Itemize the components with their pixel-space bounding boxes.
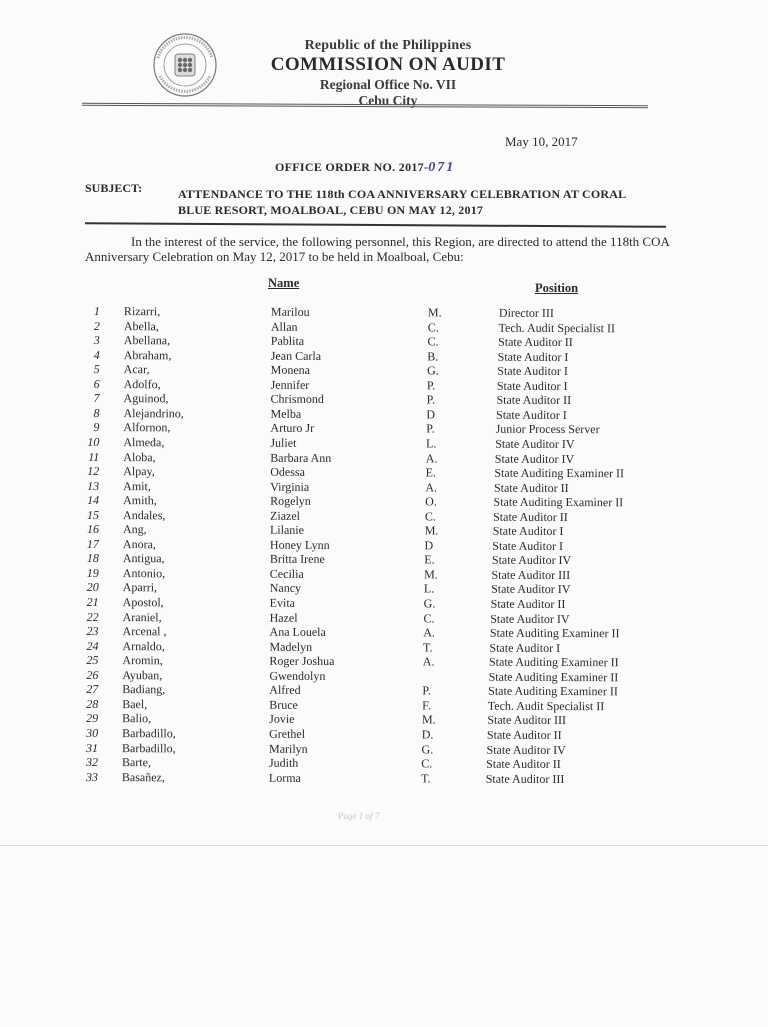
first-name: Lorma: [268, 770, 301, 785]
row-number: 2: [93, 318, 100, 333]
first-name: Britta Irene: [269, 552, 325, 567]
position: State Auditor I: [497, 363, 568, 379]
middle-initial: C.: [421, 756, 433, 771]
surname: Basañez,: [121, 769, 165, 784]
first-name: Arturo Jr: [270, 421, 315, 436]
surname: Rizarri,: [123, 304, 161, 319]
middle-initial: C.: [424, 509, 436, 524]
first-name: Jean Carla: [270, 348, 322, 363]
middle-initial: L.: [425, 436, 437, 451]
position: State Auditor IV: [491, 582, 571, 597]
middle-initial: P.: [422, 683, 431, 698]
first-name: Odessa: [270, 464, 305, 479]
first-name: Hazel: [269, 610, 298, 625]
middle-initial: C.: [427, 334, 439, 349]
row-number: 7: [93, 391, 100, 406]
surname: Badiang,: [122, 682, 166, 697]
position: State Auditor I: [489, 640, 561, 655]
first-name: Juliet: [270, 435, 297, 450]
position: Junior Process Server: [495, 422, 600, 437]
surname: Amith,: [123, 493, 157, 508]
page-bottom-edge: [0, 845, 768, 846]
surname: Barbadillo,: [122, 726, 176, 741]
middle-initial: D: [426, 407, 436, 422]
first-name: Jennifer: [270, 377, 310, 392]
first-name: Evita: [269, 595, 296, 610]
column-header-position: Position: [535, 281, 579, 295]
first-name: Grethel: [269, 726, 306, 741]
middle-initial: A.: [423, 625, 435, 640]
position: State Auditing Examiner II: [489, 625, 620, 641]
surname: Alejandrino,: [123, 405, 184, 421]
row-number: 11: [88, 449, 100, 464]
surname: Apostol,: [122, 595, 164, 610]
intro-paragraph: In the interest of the service, the following personnel, this Region, are directed to attend the 118th COA Anniversary Celebration on May 12, 2017 to be held in Moalboal, Cebu:: [85, 234, 670, 264]
middle-initial: A.: [422, 654, 435, 669]
first-name: Ziazel: [270, 508, 301, 523]
letterhead-agency: COMMISSION ON AUDIT: [270, 54, 506, 75]
middle-initial: P.: [426, 392, 436, 407]
middle-initial: L.: [423, 581, 435, 596]
office-order-label: OFFICE ORDER NO. 2017-: [275, 160, 429, 174]
row-number: 30: [86, 725, 99, 740]
surname: Bael,: [122, 696, 148, 712]
middle-initial: C.: [427, 319, 439, 335]
row-number: 23: [86, 624, 99, 639]
surname: Antonio,: [122, 565, 166, 581]
position: State Auditor III: [487, 713, 567, 728]
middle-initial: M.: [424, 523, 439, 538]
letterhead-city: Cebu City: [358, 93, 418, 108]
column-header-name: Name: [268, 276, 300, 290]
first-name: Monena: [270, 362, 311, 378]
surname: Aguinod,: [123, 391, 169, 406]
row-number: 32: [85, 754, 99, 770]
middle-initial: D: [424, 538, 434, 553]
row-number: 18: [86, 551, 99, 566]
row-number: 27: [86, 682, 99, 697]
middle-initial: E.: [424, 552, 435, 567]
position: State Auditor I: [492, 538, 564, 553]
middle-initial: M.: [421, 712, 436, 727]
row-number: 33: [85, 769, 98, 784]
surname: Ayuban,: [122, 667, 163, 683]
first-name: Barbara Ann: [270, 450, 332, 465]
page-footer: Page 1 of 7: [338, 811, 380, 821]
position: State Auditor IV: [490, 611, 570, 626]
position: State Auditor II: [496, 393, 572, 408]
first-name: Madelyn: [269, 639, 313, 654]
position: State Auditor IV: [494, 451, 575, 466]
row-number: 8: [93, 405, 100, 420]
first-name: Nancy: [269, 581, 302, 596]
middle-initial: F.: [422, 698, 431, 713]
row-number: 15: [87, 507, 100, 522]
middle-initial: G.: [427, 363, 439, 378]
first-name: Allan: [270, 319, 298, 334]
middle-initial: G.: [423, 596, 436, 611]
row-number: 12: [87, 463, 100, 479]
first-name: Marilou: [270, 304, 310, 319]
position: State Auditing Examiner II: [488, 654, 619, 670]
first-name: Bruce: [269, 697, 298, 712]
surname: Barbadillo,: [122, 740, 176, 755]
letterhead-office: Regional Office No. VII: [319, 77, 457, 92]
position: State Auditor II: [498, 334, 573, 350]
subject-line-1: ATTENDANCE TO THE 118th COA ANNIVERSARY CELEBRATION AT CORAL: [178, 187, 627, 201]
surname: Barte,: [121, 755, 152, 770]
position: State Auditing Examiner II: [494, 465, 625, 481]
position: State Auditor II: [486, 727, 562, 742]
position: State Auditor II: [490, 596, 566, 612]
row-number: 3: [93, 333, 100, 348]
surname: Abraham,: [123, 347, 172, 362]
middle-initial: P.: [426, 378, 436, 393]
first-name: Honey Lynn: [269, 537, 330, 552]
surname: Arcenal ,: [122, 624, 167, 639]
surname: Aloba,: [123, 449, 156, 464]
surname: Abella,: [123, 318, 159, 333]
position: Tech. Audit Specialist II: [498, 320, 616, 335]
surname: Balio,: [122, 711, 152, 726]
first-name: Marilyn: [269, 741, 308, 756]
first-name: Gwendolyn: [269, 668, 326, 683]
first-name: Pablita: [270, 333, 305, 348]
first-name: Virginia: [270, 479, 310, 494]
position: State Auditor IV: [491, 553, 572, 568]
middle-initial: T.: [423, 640, 433, 655]
office-order-handwritten-number: 071: [428, 160, 456, 175]
row-number: 24: [86, 638, 99, 653]
middle-initial: A.: [425, 480, 438, 495]
subject-label: SUBJECT:: [85, 181, 143, 195]
row-number: 31: [86, 740, 99, 755]
position: State Auditor I: [492, 523, 564, 539]
row-number: 17: [86, 536, 99, 551]
surname: Aromin,: [122, 653, 163, 668]
document-date: May 10, 2017: [505, 134, 578, 149]
row-number: 6: [93, 376, 100, 391]
row-number: 26: [86, 667, 99, 682]
position: State Auditing Examiner II: [493, 494, 624, 510]
first-name: Cecilia: [269, 566, 304, 581]
surname: Amit,: [123, 478, 151, 493]
row-number: 10: [87, 434, 100, 449]
position: Director III: [498, 305, 554, 320]
middle-initial: C.: [423, 610, 435, 626]
middle-initial: D.: [421, 727, 434, 742]
position: State Auditor II: [493, 509, 568, 524]
first-name: Ana Louela: [269, 624, 326, 640]
surname: Anora,: [122, 536, 156, 552]
subject-line-2: BLUE RESORT, MOALBOAL, CEBU ON MAY 12, 2017: [178, 203, 484, 217]
surname: Abellana,: [123, 333, 171, 348]
position: State Auditor II: [493, 480, 569, 495]
middle-initial: E.: [425, 465, 436, 480]
first-name: Melba: [270, 406, 302, 421]
position: State Auditor I: [496, 378, 568, 393]
position: State Auditor IV: [486, 742, 566, 757]
surname: Almeda,: [123, 435, 165, 450]
row-number: 13: [87, 478, 100, 493]
first-name: Alfred: [269, 683, 301, 698]
row-number: 9: [93, 420, 100, 435]
row-number: 1: [93, 303, 100, 318]
surname: Antigua,: [122, 551, 165, 566]
letterhead-country: Republic of the Philippines: [304, 38, 472, 53]
first-name: Lilanie: [269, 522, 305, 538]
row-number: 16: [86, 522, 100, 537]
surname: Andales,: [123, 507, 166, 522]
position: State Auditing Examiner II: [488, 669, 619, 685]
middle-initial: B.: [427, 349, 439, 364]
row-number: 22: [86, 609, 99, 624]
position: State Auditor I: [497, 349, 569, 364]
surname: Alpay,: [123, 464, 155, 479]
row-number: 5: [93, 362, 100, 377]
position: Tech. Audit Specialist II: [487, 698, 605, 714]
first-name: Chrismond: [270, 392, 324, 407]
row-number: 25: [86, 653, 99, 668]
row-number: 29: [86, 711, 99, 726]
position: State Auditor I: [496, 407, 567, 422]
first-name: Judith: [268, 755, 299, 770]
middle-initial: A.: [425, 450, 438, 465]
position: State Auditor II: [486, 756, 561, 772]
surname: Aparri,: [122, 580, 158, 595]
surname: Arnaldo,: [122, 638, 165, 653]
surname: Araniel,: [122, 609, 162, 624]
middle-initial: O.: [425, 494, 437, 509]
surname: Acar,: [123, 362, 150, 377]
position: State Auditor IV: [495, 436, 575, 452]
middle-initial: M.: [427, 305, 442, 320]
surname: Adolfo,: [123, 376, 161, 392]
row-number: 21: [86, 594, 99, 609]
row-number: 14: [87, 493, 100, 508]
first-name: Rogelyn: [270, 493, 311, 509]
position: State Auditor III: [491, 567, 571, 582]
row-number: 4: [93, 347, 100, 362]
personnel-row: [0, 769, 766, 786]
row-number: 28: [86, 696, 99, 711]
middle-initial: M.: [424, 567, 438, 582]
first-name: Roger Joshua: [269, 653, 335, 669]
middle-initial: G.: [421, 741, 434, 756]
surname: Alfornon,: [123, 420, 171, 435]
position: State Auditing Examiner II: [488, 683, 618, 699]
row-number: 19: [86, 565, 99, 580]
middle-initial: T.: [421, 770, 431, 786]
position: State Auditor III: [485, 771, 565, 786]
middle-initial: P.: [426, 421, 435, 436]
row-number: 20: [86, 580, 99, 595]
first-name: Jovie: [269, 712, 295, 727]
surname: Ang,: [122, 522, 147, 537]
